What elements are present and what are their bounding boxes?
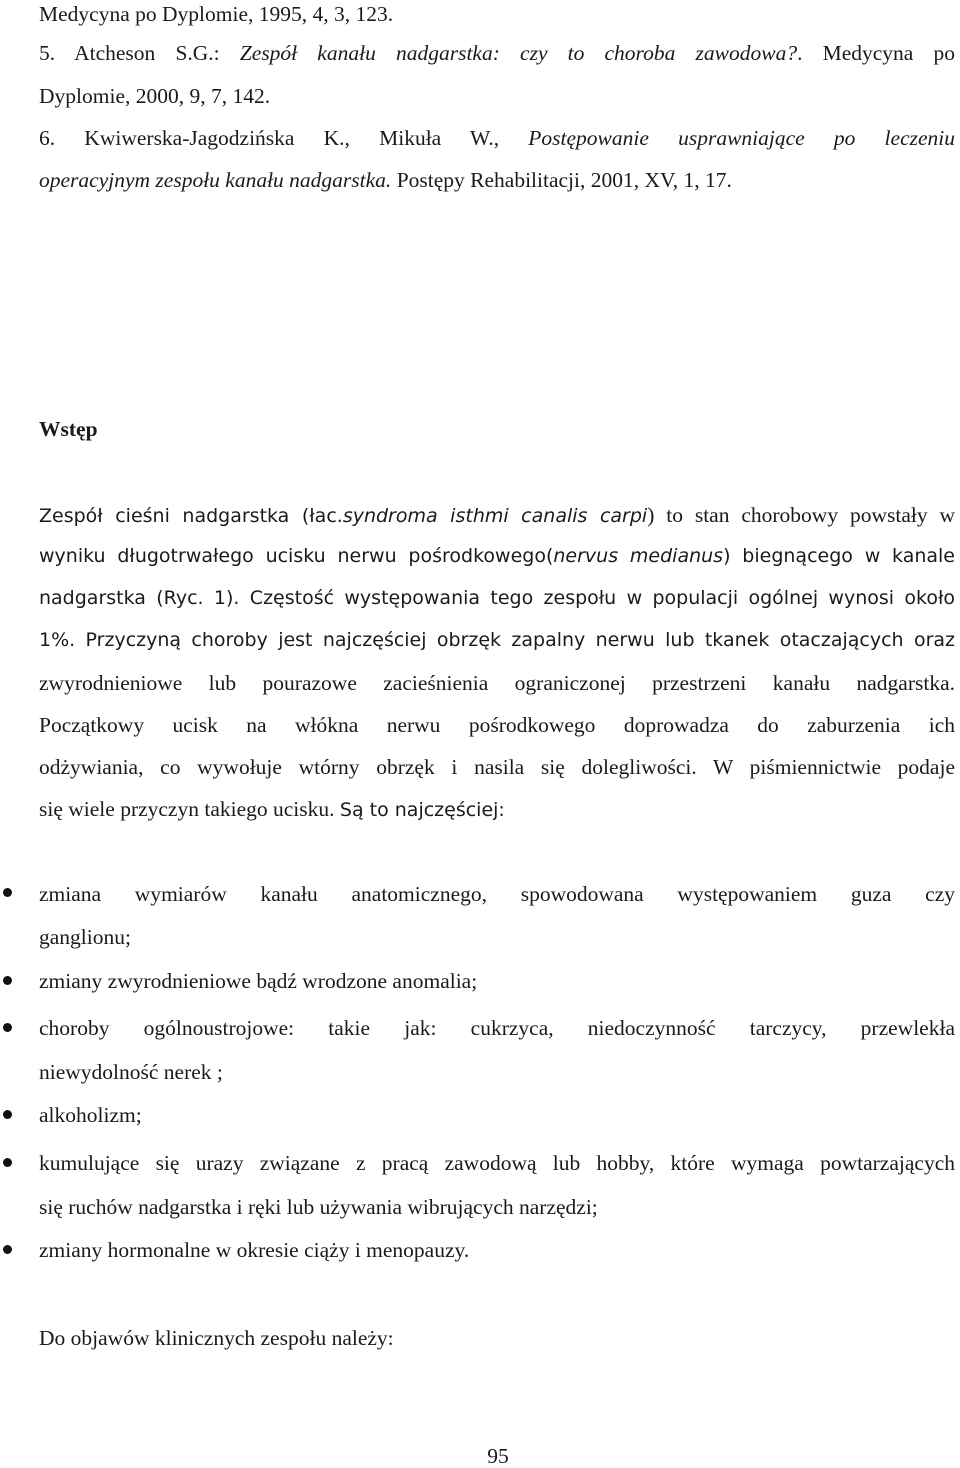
intro-line-6: Początkowy ucisk na włókna nerwu pośrodkowego doprowadza do zaburzenia ich bbox=[39, 713, 955, 737]
intro-line-8 bbox=[39, 799, 505, 821]
reference-5-title: Zespół kanału nadgarstka: czy to choroba zawodowa? bbox=[239, 41, 798, 65]
intro-line-2-text-b: ) biegnącego w kanale bbox=[723, 545, 955, 567]
list-item-5-line-1: kumulujące się urazy związane z pracą zawodową lub hobby, które wymaga powtarzających bbox=[39, 1151, 955, 1175]
intro-line-2 bbox=[39, 547, 955, 566]
intro-line-3-text-b: Częstość występowania tego zespołu w populacji ogólnej wynosi około bbox=[249, 587, 956, 609]
symptoms-intro: Do objawów klinicznych zespołu należy: bbox=[39, 1326, 394, 1350]
reference-6-authors: 6. Kwiwerska-Jagodzińska K., Mikuła W., bbox=[39, 126, 529, 150]
latin-term-nerve: nervus medianus bbox=[553, 545, 724, 567]
latin-term-syndrome: syndroma isthmi canalis carpi bbox=[342, 505, 648, 527]
list-item-1-line-1: zmiana wymiarów kanału anatomicznego, spowodowana występowaniem guza czy bbox=[39, 882, 955, 906]
intro-line-1-text-a: Zespół cieśni nadgarstka (łac. bbox=[39, 505, 343, 527]
list-item-1-line-2: ganglionu; bbox=[39, 925, 131, 949]
intro-line-5: zwyrodnieniowe lub pourazowe zacieśnienia ograniczonej przestrzeni kanału nadgarstka. bbox=[39, 671, 955, 695]
reference-6-title-part-1: Postępowanie usprawniające po leczeniu bbox=[528, 126, 956, 150]
reference-5-source: . Medycyna po bbox=[797, 41, 955, 65]
intro-line-4-text-b: Przyczyną choroby jest najczęściej obrzęk zapalny nerwu lub tkanek otaczających oraz bbox=[85, 629, 955, 651]
intro-line-8-text-a: się wiele przyczyn takiego ucisku. bbox=[39, 797, 340, 821]
section-heading-text: Wstęp bbox=[39, 417, 98, 441]
list-item-2: zmiany zwyrodnieniowe bądź wrodzone anomalia; bbox=[39, 969, 478, 993]
section-heading bbox=[39, 419, 98, 441]
intro-line-4 bbox=[39, 631, 955, 650]
reference-6-line-2 bbox=[39, 170, 732, 192]
intro-line-8-text-b: Są to najczęściej: bbox=[339, 799, 505, 821]
list-item-5-line-2: się ruchów nadgarstka i ręki lub używania wibrujących narzędzi; bbox=[39, 1195, 598, 1219]
list-item-3-line-2: niewydolność nerek ; bbox=[39, 1060, 223, 1084]
bullet-icon bbox=[3, 976, 12, 985]
bullet-icon bbox=[3, 1023, 12, 1032]
list-item-6: zmiany hormonalne w okresie ciąży i menopauzy. bbox=[39, 1238, 470, 1262]
reference-5-line-2: Dyplomie, 2000, 9, 7, 142. bbox=[39, 84, 271, 108]
bullet-icon bbox=[3, 1158, 12, 1167]
list-item-3-line-1: choroby ogólnoustrojowe: takie jak: cukrzyca, niedoczynność tarczycy, przewlekła bbox=[39, 1016, 955, 1040]
intro-line-1-text-b: ) to stan chorobowy powstały w bbox=[647, 503, 955, 527]
intro-line-4-text-a: 1%. bbox=[39, 629, 86, 651]
reference-6 bbox=[39, 128, 955, 150]
reference-6-source: Postępy Rehabilitacji, 2001, XV, 1, 17. bbox=[391, 168, 732, 192]
intro-line-1 bbox=[39, 505, 955, 527]
reference-5 bbox=[39, 43, 955, 65]
list-item-4: alkoholizm; bbox=[39, 1103, 142, 1127]
bullet-icon bbox=[3, 1110, 12, 1119]
bullet-icon bbox=[3, 888, 12, 897]
intro-line-7: odżywiania, co wywołuje wtórny obrzęk i nasila się dolegliwości. W piśmiennictwie podaje bbox=[39, 755, 955, 779]
reference-6-title-part-2: operacyjnym zespołu kanału nadgarstka. bbox=[39, 168, 392, 192]
reference-4-continuation: Medycyna po Dyplomie, 1995, 4, 3, 123. bbox=[39, 2, 394, 26]
intro-line-2-text-a: wyniku długotrwałego ucisku nerwu pośrodkowego( bbox=[39, 545, 554, 567]
bullet-icon bbox=[3, 1245, 12, 1254]
intro-line-3 bbox=[39, 589, 955, 608]
intro-line-3-text-a: nadgarstka (Ryc. 1). bbox=[39, 587, 250, 609]
page-number: 95 bbox=[487, 1444, 509, 1468]
reference-5-authors: 5. Atcheson S.G.: bbox=[39, 41, 240, 65]
